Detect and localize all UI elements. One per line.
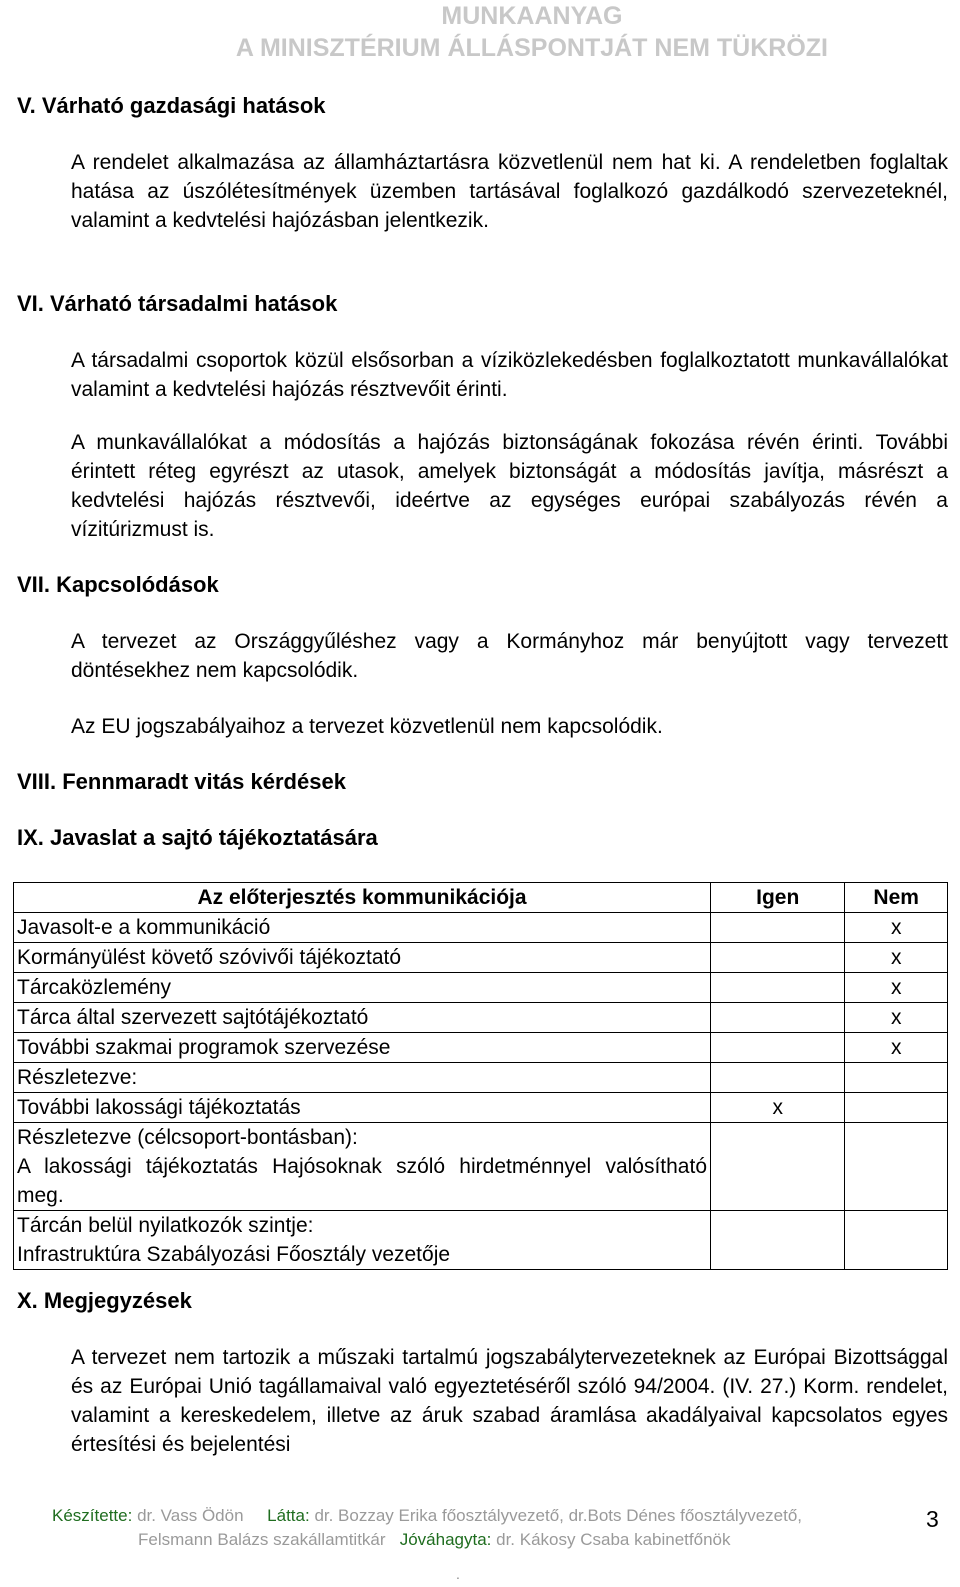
page-number: 3 <box>926 1506 939 1532</box>
table-cell-yes <box>711 913 845 943</box>
table-cell-yes <box>711 943 845 973</box>
table-cell-no: x <box>845 1003 948 1033</box>
table-cell-no: x <box>845 973 948 1003</box>
table-row <box>14 1123 948 1211</box>
table-row <box>14 973 948 1003</box>
section-x-paragraph: A tervezet nem tartozik a műszaki tartalmú jogszabálytervezeteknek az Európai Bizottsággal és az Európai Unió tagállamaival való egyeztetéséről szóló 94/2004. (IV. 27.) Korm. rendelet, valamint a kereskedelem, illetve az áruk szabad áramlása akadályaival kapcsolatos egyes értesítési és bejelentési <box>71 1346 948 1456</box>
table-cell-item: Tárcaközlemény <box>14 973 711 1003</box>
table-header-row <box>14 883 948 913</box>
section-vi-heading: VI. Várható társadalmi hatások <box>17 291 338 316</box>
table-row <box>14 1033 948 1063</box>
table-cell-no: x <box>845 943 948 973</box>
communication-table <box>13 882 948 1270</box>
footer-dot: . <box>456 1566 460 1582</box>
footer-prepared-by: dr. Vass Ödön <box>137 1506 244 1525</box>
footer-line-1 <box>52 1504 882 1528</box>
table-cell-no <box>845 1123 948 1211</box>
table-cell-item: Tárcán belül nyilatkozók szintje: Infrastruktúra Szabályozási Főosztály vezetője <box>14 1211 711 1270</box>
table-cell-item: Tárca által szervezett sajtótájékoztató <box>14 1003 711 1033</box>
table-cell-item: További lakossági tájékoztatás <box>14 1093 711 1123</box>
table-cell-item: Kormányülést követő szóvivői tájékoztató <box>14 943 711 973</box>
table-header-communication: Az előterjesztés kommunikációja <box>14 883 711 913</box>
table-cell-yes <box>711 1123 845 1211</box>
section-vii-paragraph-2: Az EU jogszabályaihoz a tervezet közvetlenül nem kapcsolódik. <box>71 715 663 738</box>
footer-label-seen: Látta: <box>267 1506 310 1525</box>
section-vii-heading: VII. Kapcsolódások <box>17 572 219 597</box>
table-cell-item: Részletezve: <box>14 1063 711 1093</box>
table-header-yes: Igen <box>711 883 845 913</box>
footer-line-2 <box>52 1528 882 1552</box>
table-header-no: Nem <box>845 883 948 913</box>
section-viii-heading: VIII. Fennmaradt vitás kérdések <box>17 769 346 794</box>
footer-label-prepared: Készítette: <box>52 1506 133 1525</box>
table-cell-no <box>845 1063 948 1093</box>
footer-approved-by: dr. Kákosy Csaba kabinetfőnök <box>496 1530 731 1549</box>
table-cell-yes <box>711 1211 845 1270</box>
table-cell-no: x <box>845 913 948 943</box>
section-vii-paragraph-1: A tervezet az Országgyűléshez vagy a Kormányhoz már benyújtott vagy tervezett döntésekhez nem kapcsolódik. <box>71 630 948 682</box>
table-row <box>14 1093 948 1123</box>
section-v-paragraph: A rendelet alkalmazása az államháztartásra közvetlenül nem hat ki. A rendeletben foglaltak hatása az úszólétesítmények üzemben tartásával foglalkozó gazdálkodó szervezeteknél, valamint a kedvtelési hajózásban jelentkezik. <box>71 151 948 232</box>
table-row <box>14 1003 948 1033</box>
section-vi-paragraph-2: A munkavállalókat a módosítás a hajózás biztonságának fokozása révén érinti. További érintett réteg egyrészt az utasok, amelyek biztonságát a módosítás javítja, másrészt a kedvtelési hajózás résztvevői, ideértve az egységes európai szabályozás révén a vízitúrizmust is. <box>71 431 948 541</box>
section-x-heading: X. Megjegyzések <box>17 1288 192 1313</box>
table-cell-yes <box>711 973 845 1003</box>
watermark <box>236 0 828 64</box>
table-row <box>14 913 948 943</box>
section-v-heading: V. Várható gazdasági hatások <box>17 93 326 118</box>
table-cell-no: x <box>845 1033 948 1063</box>
table-row <box>14 1211 948 1270</box>
table-cell-no <box>845 1211 948 1270</box>
watermark-line-2: A MINISZTÉRIUM ÁLLÁSPONTJÁT NEM TÜKRÖZI <box>235 34 828 62</box>
table-cell-item: További szakmai programok szervezése <box>14 1033 711 1063</box>
footer-seen-by-2: Felsmann Balázs szakállamtitkár <box>138 1530 386 1549</box>
table-cell-yes <box>711 1063 845 1093</box>
table-cell-no <box>845 1093 948 1123</box>
table-row <box>14 943 948 973</box>
footer <box>52 1504 882 1552</box>
table-cell-item: Részletezve (célcsoport-bontásban): A lakossági tájékoztatás Hajósoknak szóló hirdetménnyel valósítható meg. <box>14 1123 711 1211</box>
table-row <box>14 1063 948 1093</box>
section-vi-paragraph-1: A társadalmi csoportok közül elsősorban a víziközlekedésben foglalkoztatott munkavállalókat valamint a kedvtelési hajózás résztvevőit érinti. <box>71 349 948 401</box>
table-cell-item: Javasolt-e a kommunikáció <box>14 913 711 943</box>
section-ix-heading: IX. Javaslat a sajtó tájékoztatására <box>17 825 378 850</box>
table-cell-yes <box>711 1033 845 1063</box>
watermark-line-1: MUNKAANYAG <box>441 2 623 30</box>
footer-label-approved: Jóváhagyta: <box>399 1530 492 1549</box>
table-cell-yes: x <box>711 1093 845 1123</box>
table-cell-yes <box>711 1003 845 1033</box>
footer-seen-by: dr. Bozzay Erika főosztályvezető, dr.Bots Dénes főosztályvezető, <box>314 1506 803 1525</box>
